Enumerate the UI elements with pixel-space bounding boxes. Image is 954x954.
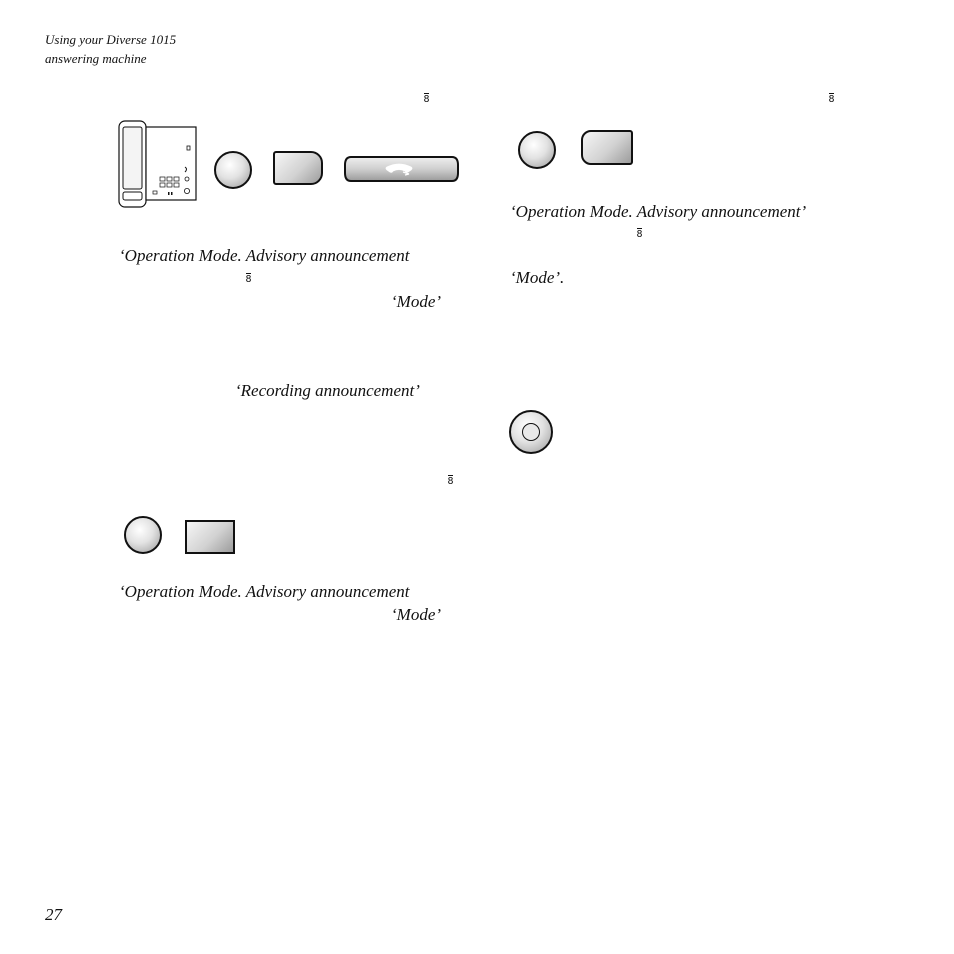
caption-mode-1: ‘Mode’ [391,292,442,311]
running-header [45,30,176,68]
play-rect-button[interactable] [185,520,235,554]
mode-round-button[interactable] [214,151,252,189]
header-line-1: Using your Diverse 1015 [45,32,177,47]
caption-recording-announcement: ‘Recording announcement’ [235,381,420,400]
power-ring-icon [522,423,540,441]
display-digit-indicator: 8 [245,274,252,285]
display-digit-indicator: 8 [828,94,835,105]
display-digit-indicator: 8 [447,476,454,487]
caption-operation-mode-3: ‘Operation Mode. Advisory announcement’ [510,202,807,221]
on-off-button[interactable] [509,410,553,454]
play-rect-button[interactable] [273,151,323,185]
caption-operation-mode-1: ‘Operation Mode. Advisory announcement [119,246,410,265]
caption-mode-3: ‘Mode’. [510,268,565,287]
caption-mode-2: ‘Mode’ [391,605,442,624]
play-rect-button[interactable] [581,130,633,165]
page-number: 27 [45,905,62,924]
mode-round-button[interactable] [124,516,162,554]
display-digit-indicator: 8 [636,229,643,240]
caption-operation-mode-2: ‘Operation Mode. Advisory announcement [119,582,410,601]
phone-base-illustration [115,118,199,210]
display-digit-indicator: 8 [423,94,430,105]
handsfree-button[interactable] [343,155,460,183]
header-line-2: answering machine [45,51,147,66]
mode-round-button[interactable] [518,131,556,169]
